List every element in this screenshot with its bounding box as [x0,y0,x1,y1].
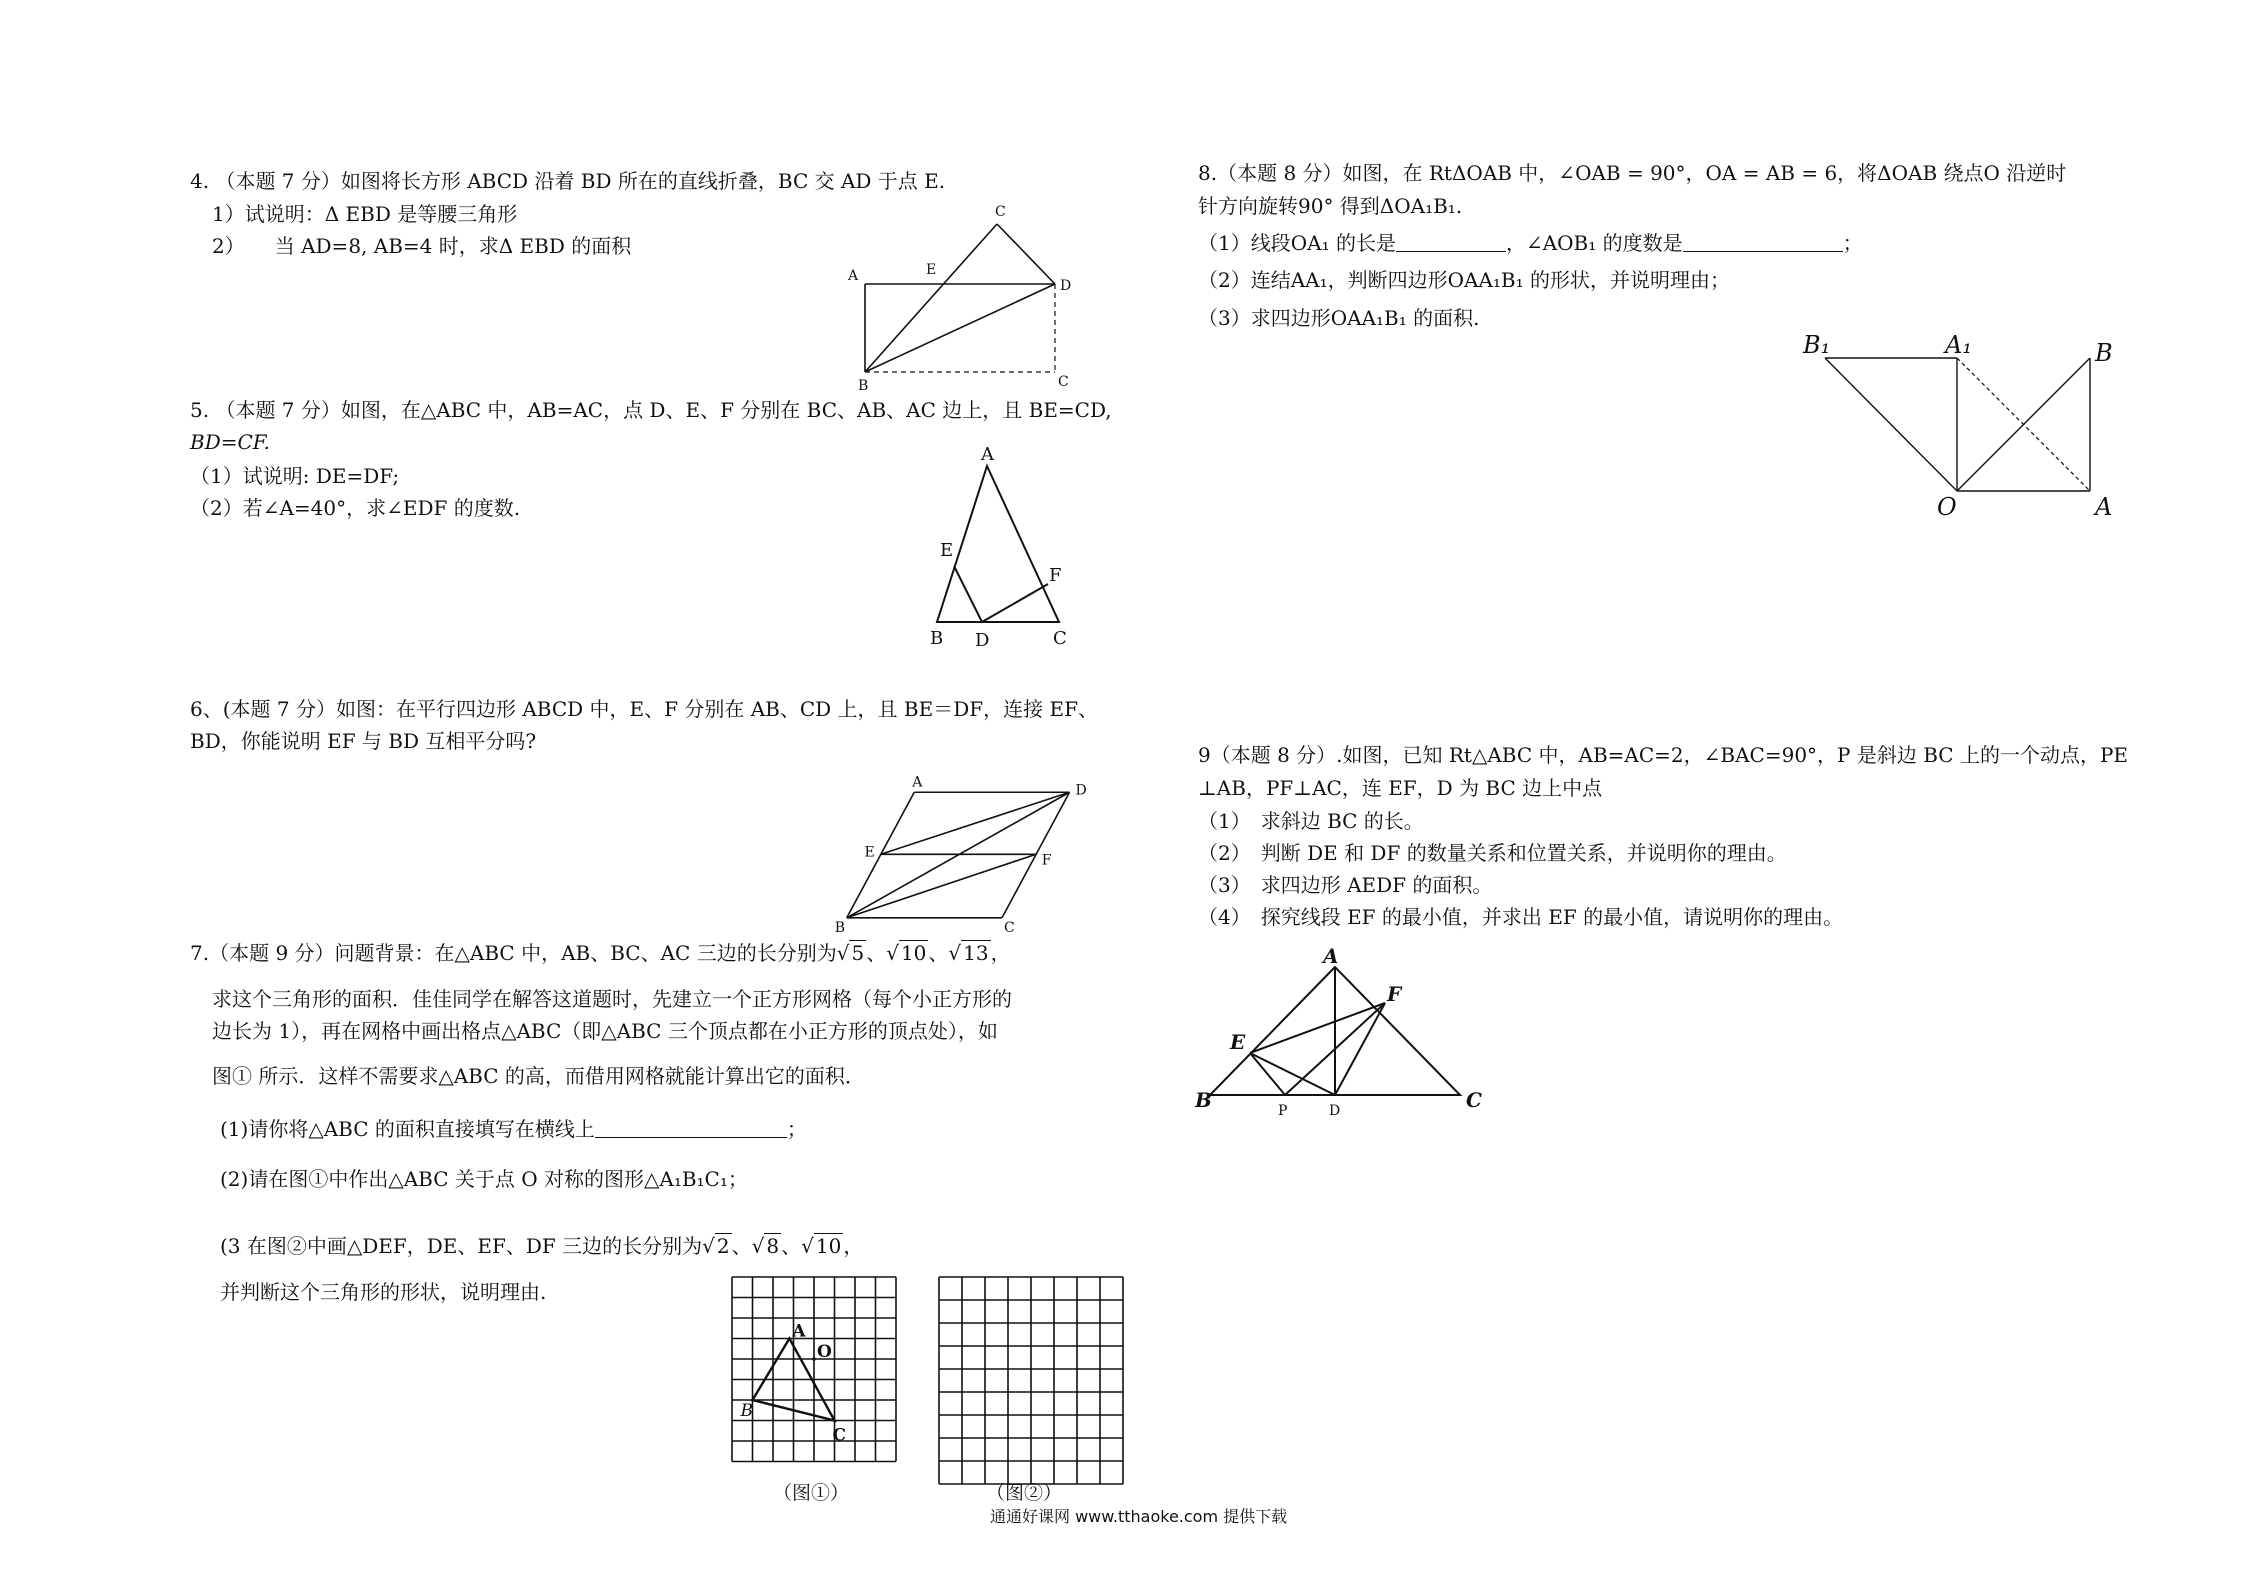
q5-item-2: （2）若∠A=40°，求∠EDF 的度数. [190,496,521,520]
q5-label-d: D [975,630,990,651]
q9-label-c: C [1466,1088,1482,1112]
q7-caption-2: （图②） [986,1482,1063,1504]
q8-figure [1795,325,2125,525]
q4-label-e: E [926,262,937,278]
q6-label-e: E [864,844,875,861]
q5-item-1: （1）试说明: DE=DF; [190,464,400,488]
q7-label-b: B [740,1401,753,1421]
q4-figure [830,200,1090,394]
q9-label-p: P [1278,1103,1288,1119]
q4-label-a: A [848,268,859,284]
q6-label-b: B [834,919,846,936]
q8-label-b1: B₁ [1803,331,1831,359]
q5-label-e: E [940,540,954,561]
q7-line-4: 图① 所示．这样不需要求△ABC 的高，而借用网格就能计算出它的面积． [212,1064,865,1088]
q6-label-c: C [1004,919,1015,936]
q7-sqrt-8: 8 [766,1234,780,1258]
q9-figure [1190,945,1510,1120]
q9-label-a: A [1323,944,1339,968]
q7-item-2: (2)请在图①中作出△ABC 关于点 O 对称的图形△A₁B₁C₁； [220,1167,748,1191]
q9-line-1: 9（本题 8 分）.如图，已知 Rt△ABC 中，AB=AC=2，∠BAC=90°，P 是斜边 BC 上的一个动点，PE [1198,743,2129,767]
q9-item-1: （1） 求斜边 BC 的长。 [1198,809,1424,833]
q7-item-3: (3 在图②中画△DEF，DE、EF、DF 三边的长分别为√ 2 、√ 8 、√ 10 ， [220,1234,864,1258]
q9-item-2: （2） 判断 DE 和 DF 的数量关系和位置关系，并说明你的理由。 [1198,841,1787,865]
q8-item-3: （3）求四边形OAA₁B₁ 的面积. [1198,306,1480,330]
q4-item-2: 2） 当 AD=8, AB=4 时，求Δ EBD 的面积 [212,234,632,258]
q8-label-o: O [1937,493,1957,521]
q6-label-a: A [912,774,923,791]
q8-line-2: 针方向旋转90° 得到ΔOA₁B₁. [1198,194,1463,218]
q6-line-2: BD，你能说明 EF 与 BD 互相平分吗? [190,729,537,753]
q7-item-1: (1)请你将△ABC 的面积直接填写在横线上 ； [220,1117,807,1141]
q9-label-e: E [1230,1030,1246,1054]
q7-line-2: 求这个三角形的面积．佳佳同学在解答这道题时，先建立一个正方形网格（每个小正方形的 [212,987,1012,1011]
q6-line-1: 6、(本题 7 分）如图：在平行四边形 ABCD 中，E、F 分别在 AB、CD 上，且 BE＝DF，连接 EF、 [190,697,1098,721]
q8-item-2: （2）连结AA₁，判断四边形OAA₁B₁ 的形状，并说明理由； [1198,268,1731,292]
q4-label-c-bottom: C [1058,374,1069,390]
q7-line-1-prefix: 7.（本题 9 分）问题背景：在△ABC 中，AB、BC、AC 三边的长分别为 [190,941,837,965]
q7-item-3-suffix: 并判断这个三角形的形状，说明理由. [220,1280,547,1304]
q9-line-2: ⊥AB，PF⊥AC，连 EF，D 为 BC 边上中点 [1198,776,1603,800]
q8-item-1: （1）线段OA₁ 的长是 ，∠AOB₁ 的度数是 ； [1198,231,1863,255]
q9-label-f: F [1387,982,1402,1006]
q7-line-3: 边长为 1），再在网格中画出格点△ABC（即△ABC 三个顶点都在小正方形的顶点处），如 [212,1019,998,1043]
q5-label-c: C [1053,628,1067,649]
q7-sqrt-2: 2 [716,1234,730,1258]
q7-label-c: C [832,1425,847,1446]
q7-sqrt-10b: 10 [815,1234,842,1258]
q8-answer-blank-1[interactable] [1396,233,1506,252]
q5-line-2: BD=CF. [190,430,270,454]
q8-answer-blank-2[interactable] [1683,233,1843,252]
q7-sqrt-10: 10 [900,941,927,965]
q7-sqrt-13: 13 [963,941,989,965]
q8-label-a1: A₁ [1945,331,1972,359]
q7-label-a: A [792,1321,806,1342]
q8-label-b: B [2095,339,2113,367]
q9-label-b: B [1195,1088,1212,1112]
q6-label-f: F [1041,852,1052,869]
q9-item-3: （3） 求四边形 AEDF 的面积。 [1198,873,1493,897]
q7-grid-figure-2 [937,1275,1127,1460]
q4-title: 4. （本题 7 分）如图将长方形 ABCD 沿着 BD 所在的直线折叠，BC 交 AD 于点 E. [190,169,946,193]
q4-label-b: B [858,378,869,394]
q7-grid-figure-1 [730,1275,910,1460]
q5-label-b: B [930,628,944,649]
q5-label-a: A [981,444,994,465]
q7-line-1: 7.（本题 9 分）问题背景：在△ABC 中，AB、BC、AC 三边的长分别为√ 5 、√ 10 、√ 13 ， [190,941,1011,965]
q9-item-4: （4） 探究线段 EF 的最小值，并求出 EF 的最小值，请说明你的理由。 [1198,905,1844,929]
footer-credit: 通通好课网 www.tthaoke.com 提供下载 [990,1507,1288,1526]
q6-figure [830,745,1090,936]
q7-label-o: O [817,1342,832,1362]
q7-caption-1: （图①） [773,1482,850,1504]
q7-sqrt-5: 5 [851,941,865,965]
q8-line-1: 8.（本题 8 分）如图，在 RtΔOAB 中，∠OAB = 90°，OA = AB = 6，将ΔOAB 绕点O 沿逆时 [1198,161,2067,185]
q7-point-o [812,1357,816,1361]
q4-label-c-top: C [995,204,1006,220]
q5-title: 5. （本题 7 分）如图，在△ABC 中，AB=AC，点 D、E、F 分别在 BC、AB、AC 边上，且 BE=CD, [190,398,1112,422]
q8-label-a: A [2095,493,2113,521]
q6-label-d: D [1075,782,1087,799]
q5-label-f: F [1049,565,1062,586]
q4-item-1: 1）试说明：Δ EBD 是等腰三角形 [212,202,518,226]
q5-figure [915,436,1065,656]
q7-answer-blank-1[interactable] [595,1119,787,1138]
q4-label-d: D [1060,278,1072,294]
q9-label-d: D [1329,1103,1341,1119]
